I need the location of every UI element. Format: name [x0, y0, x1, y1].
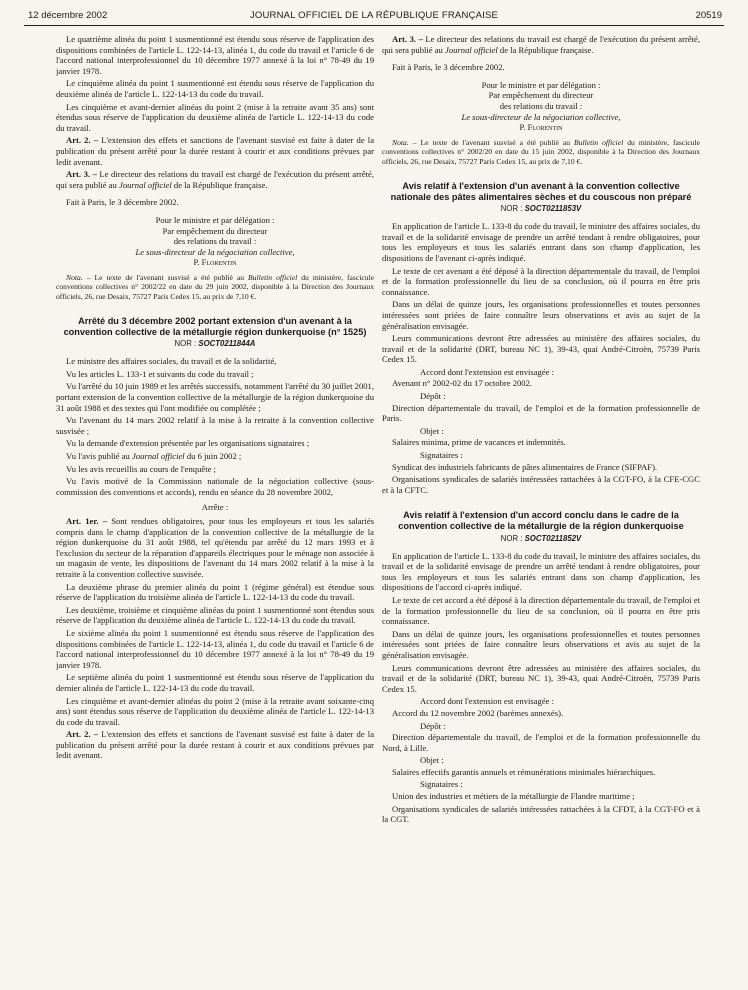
- section-label: Accord dont l'extension est envisagée :: [420, 366, 554, 377]
- visa: Vu l'arrêté du 10 juin 1989 et les arrêtés successifs, notamment l'arrêté du 30 juillet 2001, portant extension de la convention collective de la métallurgie de la région dunkerquoise du 31 août 1988 et des textes qui l'ont modifiée ou complétée ;: [56, 381, 374, 413]
- signature-date: Fait à Paris, le 3 décembre 2002.: [66, 197, 179, 208]
- avis-title: Avis relatif à l'extension d'un avenant à la convention collective nationale des pâtes alimentaires sèches et du couscous non préparé: [390, 180, 692, 202]
- avis-title: Avis relatif à l'extension d'un accord conclu dans le cadre de la convention collective de la métallurgie de la région dunkerquoise: [398, 510, 684, 531]
- article-text: Le directeur des relations du travail est chargé de l'exécution du présent arrêté, qui sera publié au: [56, 169, 374, 190]
- visa-text: Vu l'avis publié au: [66, 451, 132, 462]
- section-label: Accord dont l'extension est envisagée :: [420, 696, 554, 707]
- header-date: 12 décembre 2002: [28, 10, 108, 21]
- visa-text: du 6 juin 2002 ;: [184, 451, 242, 462]
- nor-code: SOCT0211852V: [524, 533, 582, 543]
- paragraph: Salaires minima, prime de vacances et indemnités.: [392, 437, 566, 448]
- nor-reference: [382, 204, 700, 214]
- visa: Vu la demande d'extension présentée par les organisations signataires ;: [66, 438, 310, 449]
- article-label: Art. 3. –: [66, 169, 97, 180]
- article-3: [56, 169, 374, 190]
- signature-title: Le sous-directeur de la négociation collective,: [461, 111, 621, 122]
- article-label: Art. 1er. –: [66, 516, 108, 526]
- article-3: [382, 34, 700, 55]
- paragraph: Les cinquième et avant-dernier alinéas du point 2 (mise à la retraite avant 35 ans) sont étendus sous réserve de l'application du deuxième alinéa de l'article L. 122-14-13 du code du travail.: [56, 101, 374, 133]
- signature-title: Le sous-directeur de la négociation collective,: [135, 246, 295, 257]
- nota-text: du ministère, fascicule conventions collectives n° 2002/22 en date du 29 juin 2002, disponible à la Direction des Journaux officiels, 26, rue Desaix, 75727 Paris Cedex 15, au prix de 7,10 €.: [56, 272, 374, 301]
- paragraph: Le ministre des affaires sociales, du travail et de la solidarité,: [66, 356, 277, 367]
- paragraph: Union des industries et métiers de la métallurgie de Flandre maritime ;: [392, 791, 635, 802]
- bulletin-ref: Bulletin officiel: [574, 137, 624, 147]
- nor-reference: [382, 534, 700, 544]
- signatory-name: P. Florentin: [193, 257, 237, 268]
- paragraph: Le texte de cet accord a été déposé à la direction départementale du travail, de l'emploi et de la formation professionnelle du lieu de sa conclusion, où il pourra en être pris connaissance.: [382, 594, 700, 627]
- article-text: L'extension des effets et sanctions de l'avenant susvisé est faite à dater de la publication du présent arrêté pour la durée restant à courir et aux conditions prévues par ledit avenant.: [56, 729, 374, 761]
- nota-label: Nota.: [66, 272, 83, 282]
- nota-text: du ministère, fascicule conventions collectives n° 2002/20 en date du 15 juin 2002, disponible à la Direction des Journaux officiels, 26, rue Desaix, 75727 Paris Cedex 15, au prix de 7,10 €.: [382, 137, 700, 166]
- paragraph: Salaires effectifs garantis annuels et rémunérations minimales hiérarchiques.: [392, 766, 656, 777]
- arrete-title: Arrêté du 3 décembre 2002 portant extension d'un avenant à la convention collective de la métallurgie région dunkerquoise (n° 1525): [63, 316, 367, 337]
- paragraph: Accord du 12 novembre 2002 (barèmes annexés).: [392, 707, 564, 718]
- nota-label: Nota.: [392, 137, 409, 147]
- article-text: de la République française.: [171, 179, 268, 190]
- article-text: L'extension des effets et sanctions de l'avenant susvisé est faite à dater de la publication du présent arrêté pour la durée restant à courir et aux conditions prévues par ledit avenant.: [56, 135, 374, 167]
- signature-line: Pour le ministre et par délégation :: [481, 79, 601, 90]
- section-label: Dépôt :: [420, 720, 446, 731]
- page-number: 20519: [695, 10, 722, 21]
- paragraph: Syndicat des industriels fabricants de pâtes alimentaires de France (SIFPAF).: [392, 461, 658, 472]
- signature-date: Fait à Paris, le 3 décembre 2002.: [392, 62, 505, 73]
- nor-code: SOCT0211853V: [524, 204, 582, 214]
- paragraph: Le septième alinéa du point 1 susmentionné est étendu sous réserve de l'application du dernier alinéa de l'article L. 122-14-13 du code du travail.: [56, 672, 374, 693]
- visa: Vu les articles L. 133-1 et suivants du code du travail ;: [66, 368, 254, 379]
- bulletin-ref: Bulletin officiel: [248, 272, 298, 282]
- paragraph: Leurs communications devront être adressées au ministère des affaires sociales, du travail et de la solidarité (DRT, bureau NC 1), 39-43, quai André-Citroën, 75739 Paris Cedex 15.: [382, 333, 700, 365]
- visa: Vu l'avenant du 14 mars 2002 relatif à la mise à la retraite à la convention collective susvisée ;: [56, 415, 374, 436]
- article-label: Art. 2. –: [66, 135, 99, 146]
- paragraph: Avenant n° 2002-02 du 17 octobre 2002.: [392, 378, 533, 389]
- article-text: Sont rendues obligatoires, pour tous les employeurs et tous les salariés compris dans le champ d'application de la convention collective de la métallurgie de la région dunkerquoise du 31 août 1988, tel qu'étendu par arrêté du 12 mars 1993 et à l'exclusion du secteur de la réparation d'appareils électriques pour le ménage non associée à un magasin de vente, les dispositions de l'avenant du 14 mars 2002 relatif à la mise à la retraite à la convention collective susvisée.: [56, 516, 374, 579]
- article-label: Art. 3. –: [392, 34, 423, 44]
- paragraph: Direction départementale du travail, de l'emploi et de la formation professionnelle de Paris.: [382, 402, 700, 424]
- article-text: de la République française.: [497, 44, 594, 55]
- page-header: [24, 9, 724, 26]
- paragraph: Direction départementale du travail, de l'emploi et de la formation professionnelle du Nord, à Lille.: [382, 732, 700, 753]
- visa: Vu l'avis motivé de la Commission nationale de la négociation collective (sous-commission des conventions et accords), rendu en séance du 28 novembre 2002,: [56, 476, 374, 497]
- header-title: JOURNAL OFFICIEL DE LA RÉPUBLIQUE FRANÇAISE: [249, 10, 499, 21]
- nota-text: – Le texte de l'avenant susvisé a été publié au: [82, 272, 249, 282]
- paragraph: La deuxième phrase du premier alinéa du point 1 (régime général) est étendue sous réserve de l'application du troisième alinéa de l'article L. 122-14-13 du code du travail.: [56, 581, 374, 603]
- paragraph: Organisations syndicales de salariés intéressées rattachées à la CFDT, à la CGT-FO et à la CGT.: [382, 803, 700, 825]
- nor-label: NOR :: [500, 204, 525, 214]
- arrete-label: Arrête :: [201, 502, 229, 513]
- visa: Vu les avis recueillis au cours de l'enquête ;: [66, 463, 216, 474]
- nota: [56, 273, 374, 301]
- nota-text: – Le texte de l'avenant susvisé a été publié au: [408, 137, 575, 147]
- paragraph: Les cinquième et avant-dernier alinéas du point 2 (mise à la retraite avant soixante-cinq ans) sont étendus sous réserve de l'application du deuxième alinéa de l'article L. 122-14-13 du code du travail.: [56, 695, 374, 727]
- paragraph: Dans un délai de quinze jours, les organisations professionnelles et toutes personnes intéressées sont priées de faire connaître leurs observations et avis au sujet de la généralisation envisagée.: [382, 628, 700, 660]
- paragraph: Le quatrième alinéa du point 1 susmentionné est étendu sous réserve de l'application des dispositions combinées de l'article L. 122-14-13, alinéa 1, du code du travail et l'article 6 de l'accord national interprofessionnel du 10 décembre 1977 annexé à la loi n° 78-49 du 19 janvier 1978.: [56, 34, 374, 76]
- article-2: [56, 729, 374, 761]
- paragraph: En application de l'article L. 133-8 du code du travail, le ministre des affaires sociales, du travail et de la solidarité envisage de prendre un arrêté tendant à rendre obligatoires, pour tous les employeurs et tous les salariés entrant dans son champ d'application, les dispositions de l'accord ci-après indiqué.: [382, 550, 700, 593]
- article-label: Art. 2. –: [66, 729, 99, 740]
- section-label: Objet :: [420, 425, 444, 436]
- section-label: Signataires :: [420, 450, 463, 461]
- journal-ref: Journal officiel: [131, 451, 185, 462]
- article-text: Le directeur des relations du travail est chargé de l'exécution du présent arrêté, qui sera publié au: [382, 34, 700, 55]
- signature-line: Par empêchement du directeur: [162, 225, 268, 236]
- section-label: Signataires :: [420, 779, 463, 790]
- paragraph: Le texte de cet avenant a été déposé à la direction départementale du travail, de l'emploi et de la formation professionnelle du lieu de sa conclusion, où il pourra en être pris connaissance.: [382, 265, 700, 297]
- left-column: [56, 34, 374, 980]
- article-2: [56, 135, 374, 167]
- section-label: Objet :: [420, 755, 444, 766]
- section-label: Dépôt :: [420, 391, 446, 402]
- signature-line: Pour le ministre et par délégation :: [155, 214, 275, 225]
- journal-ref: Journal officiel: [445, 44, 498, 55]
- journal-ref: Journal officiel: [119, 179, 172, 190]
- signature-line: des relations du travail :: [499, 100, 583, 111]
- signature-line: Par empêchement du directeur: [488, 90, 594, 101]
- paragraph: Leurs communications devront être adressées au ministère des affaires sociales, du travail et de la solidarité (DRT, bureau NC 1), 39-43, quai André-Citroën, 75739 Paris Cedex 15.: [382, 662, 700, 694]
- nor-label: NOR :: [174, 339, 199, 349]
- nota: [382, 138, 700, 166]
- paragraph: Le cinquième alinéa du point 1 susmentionné est étendu sous réserve de l'application du deuxième alinéa de l'article L. 122-14-13 du code du travail.: [56, 78, 374, 99]
- signature-line: des relations du travail :: [173, 236, 257, 247]
- signatory-name: P. Florentin: [519, 122, 563, 133]
- nor-reference: [56, 339, 374, 349]
- article-1: [56, 516, 374, 580]
- nor-label: NOR :: [500, 533, 525, 543]
- nor-code: SOCT0211844A: [198, 339, 256, 349]
- paragraph: Organisations syndicales de salariés intéressées rattachées à la CGT-FO, à la CFE-CGC et à la CFTC.: [382, 474, 700, 495]
- paragraph: Dans un délai de quinze jours, les organisations professionnelles et toutes personnes intéressées sont priées de faire connaître leurs observations et avis au sujet de la généralisation envisagée.: [382, 299, 700, 331]
- paragraph: Les deuxième, troisième et cinquième alinéas du point 1 susmentionné sont étendus sous réserve de l'application du deuxième alinéa de l'article L. 122-14-13 du code du travail.: [56, 604, 374, 626]
- visa: [56, 451, 374, 462]
- paragraph: En application de l'article L. 133-8 du code du travail, le ministre des affaires sociales, du travail et de la solidarité envisage de prendre un arrêté tendant à rendre obligatoires, pour tous les employeurs et tous les salariés entrant dans son champ d'application, les dispositions de l'avenant ci-après indiqué.: [382, 221, 700, 263]
- right-column: [382, 34, 700, 980]
- paragraph: Le sixième alinéa du point 1 susmentionné est étendu sous réserve de l'application des dispositions combinées de l'article L. 122-14-13, alinéa 1, du code du travail et l'article 6 de l'accord national interprofessionnel du 10 décembre 1977 annexé à la loi n° 78-49 du 19 janvier 1978.: [56, 627, 374, 670]
